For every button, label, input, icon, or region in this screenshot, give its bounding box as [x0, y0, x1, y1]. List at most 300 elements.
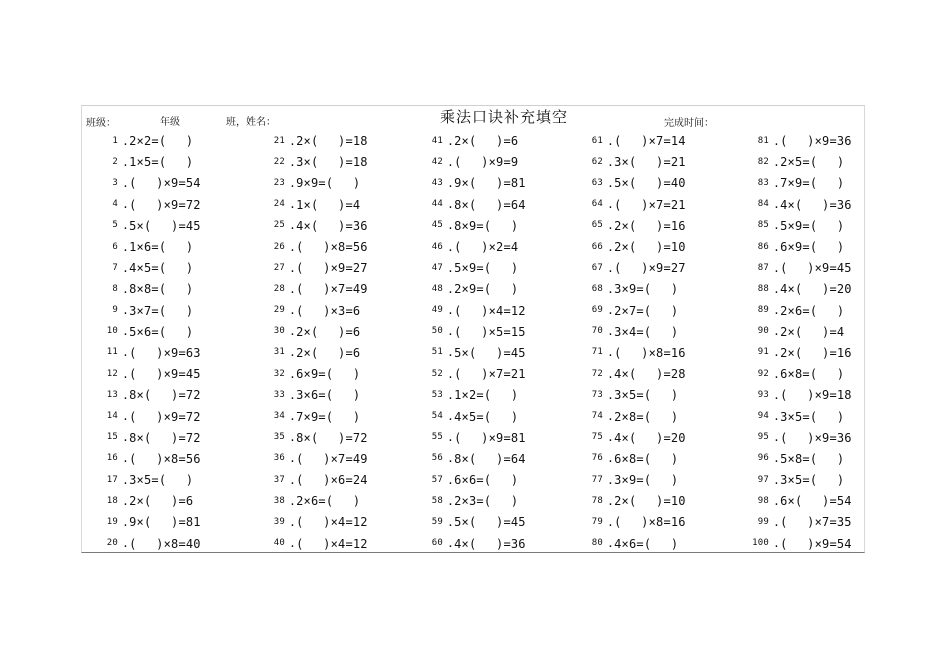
question-number: 59	[431, 516, 443, 527]
question-item[interactable]	[249, 257, 407, 278]
question-number: 67	[591, 262, 603, 273]
question-separator: .	[289, 324, 297, 339]
question-number: 52	[431, 368, 443, 379]
question-item[interactable]	[407, 384, 567, 405]
question-separator: .	[773, 175, 781, 190]
question-expression: 5×9=( )	[454, 261, 519, 276]
question-number: 79	[591, 516, 603, 527]
question-number: 100	[752, 538, 769, 549]
question-item[interactable]	[407, 363, 567, 384]
question-expression: 3×9=( )	[614, 473, 679, 488]
question-item[interactable]	[82, 427, 249, 448]
question-item[interactable]	[567, 363, 733, 384]
question-number: 49	[431, 305, 443, 316]
question-number: 6	[112, 241, 118, 252]
question-expression: ( )×9=27	[614, 261, 686, 276]
question-expression: ( )×9=72	[129, 409, 201, 424]
question-separator: .	[289, 493, 297, 508]
question-number: 25	[273, 220, 285, 231]
question-item[interactable]	[249, 384, 407, 405]
question-item[interactable]	[407, 448, 567, 469]
question-expression: ( )×9=9	[454, 155, 519, 170]
question-separator: .	[289, 197, 297, 212]
question-item[interactable]	[733, 363, 866, 384]
question-item[interactable]	[733, 405, 866, 426]
question-number: 69	[591, 305, 603, 316]
question-item[interactable]	[249, 321, 407, 342]
question-number: 3	[112, 177, 118, 188]
question-separator: .	[607, 366, 615, 381]
question-item[interactable]	[567, 278, 733, 299]
question-item[interactable]	[82, 130, 249, 151]
question-number: 18	[106, 495, 118, 506]
worksheet	[81, 105, 865, 553]
question-number: 22	[273, 156, 285, 167]
question-item[interactable]	[82, 215, 249, 236]
question-separator: .	[122, 197, 130, 212]
question-number: 28	[273, 283, 285, 294]
question-item[interactable]	[733, 342, 866, 363]
question-number: 64	[591, 199, 603, 210]
question-separator: .	[122, 387, 130, 402]
question-separator: .	[289, 536, 297, 551]
question-number: 51	[431, 347, 443, 358]
question-item[interactable]	[567, 300, 733, 321]
question-separator: .	[773, 514, 781, 529]
question-expression: ( )×7=21	[614, 197, 686, 212]
question-number: 44	[431, 199, 443, 210]
question-item[interactable]	[407, 427, 567, 448]
question-item[interactable]	[82, 278, 249, 299]
question-separator: .	[607, 387, 615, 402]
question-separator: .	[447, 154, 455, 169]
question-item[interactable]	[82, 342, 249, 363]
question-separator: .	[447, 409, 455, 424]
question-separator: .	[447, 345, 455, 360]
question-item[interactable]	[249, 511, 407, 532]
question-number: 90	[757, 326, 769, 337]
question-item[interactable]	[567, 257, 733, 278]
question-expression: 3×5=( )	[780, 409, 845, 424]
question-separator: .	[122, 218, 130, 233]
question-item[interactable]	[733, 427, 866, 448]
question-item[interactable]	[567, 151, 733, 172]
question-item[interactable]	[249, 490, 407, 511]
question-item[interactable]	[567, 194, 733, 215]
question-number: 93	[757, 389, 769, 400]
question-separator: .	[607, 451, 615, 466]
question-item[interactable]	[733, 469, 866, 490]
question-expression: 2×9=( )	[454, 282, 519, 297]
question-item[interactable]	[407, 236, 567, 257]
question-item[interactable]	[567, 511, 733, 532]
question-number: 99	[757, 516, 769, 527]
question-separator: .	[447, 451, 455, 466]
question-item[interactable]	[567, 321, 733, 342]
question-separator: .	[289, 514, 297, 529]
question-expression: ( )×8=16	[614, 345, 686, 360]
question-number: 9	[112, 305, 118, 316]
question-item[interactable]	[567, 172, 733, 193]
question-item[interactable]	[733, 511, 866, 532]
question-item[interactable]	[249, 427, 407, 448]
question-item[interactable]	[733, 257, 866, 278]
question-item[interactable]	[407, 490, 567, 511]
question-item[interactable]	[733, 321, 866, 342]
question-expression: 3×4=( )	[614, 324, 679, 339]
question-expression: 5×( )=40	[614, 176, 686, 191]
question-separator: .	[447, 366, 455, 381]
question-number: 42	[431, 156, 443, 167]
question-item[interactable]	[82, 490, 249, 511]
question-separator: .	[122, 493, 130, 508]
question-number: 31	[273, 347, 285, 358]
question-item[interactable]	[82, 363, 249, 384]
question-expression: 4×6=( )	[614, 536, 679, 551]
question-separator: .	[773, 197, 781, 212]
question-expression: ( )×7=14	[614, 134, 686, 149]
question-expression: 3×6=( )	[296, 388, 361, 403]
question-item[interactable]	[733, 151, 866, 172]
question-number: 98	[757, 495, 769, 506]
question-separator: .	[289, 387, 297, 402]
question-item[interactable]	[733, 533, 866, 554]
question-separator: .	[289, 239, 297, 254]
question-item[interactable]	[567, 533, 733, 554]
question-expression: 5×( )=45	[454, 345, 526, 360]
question-item[interactable]	[249, 194, 407, 215]
question-separator: .	[289, 366, 297, 381]
question-expression: 2×( )=4	[780, 324, 845, 339]
question-expression: 6×6=( )	[454, 473, 519, 488]
question-item[interactable]	[82, 448, 249, 469]
question-number: 21	[273, 135, 285, 146]
question-item[interactable]	[82, 257, 249, 278]
question-expression: 8×9=( )	[454, 218, 519, 233]
question-number: 60	[431, 538, 443, 549]
question-item[interactable]	[407, 278, 567, 299]
question-expression: 2×6=( )	[296, 494, 361, 509]
question-item[interactable]	[82, 194, 249, 215]
worksheet-header	[82, 106, 866, 130]
question-number: 75	[591, 432, 603, 443]
question-item[interactable]	[733, 130, 866, 151]
question-expression: 7×9=( )	[296, 409, 361, 424]
question-number: 87	[757, 262, 769, 273]
question-separator: .	[289, 175, 297, 190]
question-item[interactable]	[407, 511, 567, 532]
question-item[interactable]	[407, 172, 567, 193]
question-item[interactable]	[407, 342, 567, 363]
question-separator: .	[122, 536, 130, 551]
completion-time-label: 完成时间：	[664, 118, 714, 129]
question-item[interactable]	[567, 490, 733, 511]
question-item[interactable]	[82, 172, 249, 193]
question-item[interactable]	[733, 278, 866, 299]
question-item[interactable]	[82, 533, 249, 554]
question-separator: .	[607, 281, 615, 296]
question-number: 55	[431, 432, 443, 443]
question-expression: ( )×6=24	[296, 473, 368, 488]
question-expression: ( )×9=45	[780, 261, 852, 276]
question-number: 12	[106, 368, 118, 379]
question-number: 86	[757, 241, 769, 252]
question-separator: .	[122, 281, 130, 296]
question-separator: .	[122, 154, 130, 169]
question-number: 88	[757, 283, 769, 294]
question-item[interactable]	[249, 130, 407, 151]
question-item[interactable]	[567, 405, 733, 426]
question-separator: .	[607, 133, 615, 148]
question-item[interactable]	[82, 469, 249, 490]
question-number: 48	[431, 283, 443, 294]
question-separator: .	[447, 197, 455, 212]
question-item[interactable]	[567, 427, 733, 448]
question-number: 70	[591, 326, 603, 337]
question-number: 95	[757, 432, 769, 443]
question-item[interactable]	[249, 215, 407, 236]
question-separator: .	[773, 154, 781, 169]
question-expression: ( )×2=4	[454, 240, 519, 255]
question-expression: 3×( )=21	[614, 155, 686, 170]
question-item[interactable]	[567, 130, 733, 151]
question-number: 97	[757, 474, 769, 485]
question-number: 56	[431, 453, 443, 464]
question-item[interactable]	[82, 151, 249, 172]
question-expression: 6×( )=54	[780, 494, 852, 509]
question-separator: .	[607, 260, 615, 275]
question-number: 33	[273, 389, 285, 400]
question-separator: .	[122, 345, 130, 360]
question-expression: 6×9=( )	[780, 240, 845, 255]
question-number: 71	[591, 347, 603, 358]
question-item[interactable]	[567, 469, 733, 490]
question-number: 81	[757, 135, 769, 146]
question-separator: .	[773, 409, 781, 424]
question-number: 61	[591, 135, 603, 146]
question-expression: 4×5=( )	[129, 261, 194, 276]
question-item[interactable]	[407, 257, 567, 278]
question-item[interactable]	[733, 236, 866, 257]
question-expression: 4×( )=36	[780, 197, 852, 212]
question-item[interactable]	[249, 278, 407, 299]
question-separator: .	[607, 175, 615, 190]
question-separator: .	[289, 133, 297, 148]
question-separator: .	[289, 260, 297, 275]
question-item[interactable]	[249, 405, 407, 426]
question-separator: .	[607, 218, 615, 233]
question-separator: .	[773, 387, 781, 402]
question-separator: .	[289, 218, 297, 233]
question-separator: .	[289, 154, 297, 169]
question-separator: .	[122, 472, 130, 487]
question-item[interactable]	[82, 300, 249, 321]
question-expression: ( )×8=16	[614, 515, 686, 530]
question-item[interactable]	[733, 172, 866, 193]
question-expression: 3×9=( )	[614, 282, 679, 297]
question-separator: .	[447, 324, 455, 339]
question-number: 45	[431, 220, 443, 231]
grade-label: 年级	[160, 117, 180, 128]
question-number: 83	[757, 177, 769, 188]
question-expression: 4×( )=28	[614, 367, 686, 382]
question-number: 23	[273, 177, 285, 188]
question-separator: .	[773, 239, 781, 254]
question-item[interactable]	[82, 321, 249, 342]
question-item[interactable]	[249, 363, 407, 384]
question-item[interactable]	[249, 469, 407, 490]
question-expression: 3×7=( )	[129, 303, 194, 318]
question-separator: .	[773, 260, 781, 275]
question-separator: .	[447, 175, 455, 190]
question-number: 40	[273, 538, 285, 549]
question-separator: .	[122, 239, 130, 254]
question-separator: .	[447, 493, 455, 508]
question-separator: .	[289, 451, 297, 466]
question-expression: 2×( )=16	[614, 218, 686, 233]
question-separator: .	[773, 493, 781, 508]
question-number: 29	[273, 305, 285, 316]
question-item[interactable]	[407, 405, 567, 426]
question-separator: .	[607, 430, 615, 445]
question-separator: .	[289, 303, 297, 318]
question-item[interactable]	[407, 215, 567, 236]
question-item[interactable]	[249, 342, 407, 363]
question-item[interactable]	[567, 342, 733, 363]
question-expression: 3×5=( )	[614, 388, 679, 403]
question-number: 36	[273, 453, 285, 464]
question-separator: .	[607, 409, 615, 424]
question-number: 19	[106, 516, 118, 527]
question-item[interactable]	[567, 236, 733, 257]
question-item[interactable]	[407, 151, 567, 172]
question-item[interactable]	[407, 300, 567, 321]
question-item[interactable]	[407, 469, 567, 490]
question-item[interactable]	[249, 172, 407, 193]
question-item[interactable]	[249, 448, 407, 469]
question-number: 94	[757, 411, 769, 422]
question-separator: .	[122, 175, 130, 190]
question-number: 8	[112, 283, 118, 294]
name-label: 班，姓名：	[226, 117, 276, 128]
question-item[interactable]	[407, 321, 567, 342]
question-separator: .	[122, 303, 130, 318]
question-number: 58	[431, 495, 443, 506]
question-expression: 8×( )=64	[454, 451, 526, 466]
question-number: 24	[273, 199, 285, 210]
question-item[interactable]	[407, 533, 567, 554]
question-expression: 2×( )=18	[296, 134, 368, 149]
question-number: 66	[591, 241, 603, 252]
question-item[interactable]	[82, 384, 249, 405]
question-item[interactable]	[82, 405, 249, 426]
question-separator: .	[447, 218, 455, 233]
question-expression: 2×( )=6	[296, 345, 361, 360]
question-expression: ( )×9=63	[129, 345, 201, 360]
question-separator: .	[773, 281, 781, 296]
question-separator: .	[289, 472, 297, 487]
question-item[interactable]	[249, 236, 407, 257]
question-grid	[82, 130, 866, 554]
question-separator: .	[773, 430, 781, 445]
question-expression: 2×3=( )	[454, 494, 519, 509]
question-expression: ( )×9=81	[454, 430, 526, 445]
question-item[interactable]	[249, 533, 407, 554]
question-item[interactable]	[733, 490, 866, 511]
question-separator: .	[773, 366, 781, 381]
question-expression: ( )×9=36	[780, 430, 852, 445]
question-expression: 4×5=( )	[454, 409, 519, 424]
question-expression: ( )×4=12	[454, 303, 526, 318]
question-item[interactable]	[733, 194, 866, 215]
question-number: 14	[106, 411, 118, 422]
question-number: 53	[431, 389, 443, 400]
question-number: 68	[591, 283, 603, 294]
question-expression: 8×( )=64	[454, 197, 526, 212]
question-expression: 5×8=( )	[780, 451, 845, 466]
question-number: 50	[431, 326, 443, 337]
question-number: 85	[757, 220, 769, 231]
question-expression: ( )×8=56	[296, 240, 368, 255]
question-expression: 2×( )=10	[614, 240, 686, 255]
question-expression: 2×7=( )	[614, 303, 679, 318]
question-separator: .	[607, 514, 615, 529]
question-separator: .	[122, 409, 130, 424]
question-item[interactable]	[567, 215, 733, 236]
question-expression: 2×( )=6	[129, 494, 194, 509]
question-item[interactable]	[407, 130, 567, 151]
question-separator: .	[773, 133, 781, 148]
question-expression: 1×( )=4	[296, 197, 361, 212]
question-separator: .	[773, 324, 781, 339]
question-item[interactable]	[82, 236, 249, 257]
question-expression: ( )×9=27	[296, 261, 368, 276]
question-expression: 4×( )=36	[296, 218, 368, 233]
question-number: 80	[591, 538, 603, 549]
question-item[interactable]	[567, 384, 733, 405]
question-number: 46	[431, 241, 443, 252]
question-separator: .	[447, 133, 455, 148]
question-item[interactable]	[82, 511, 249, 532]
question-expression: 3×5=( )	[780, 473, 845, 488]
question-separator: .	[289, 430, 297, 445]
question-number: 17	[106, 474, 118, 485]
question-expression: ( )×9=36	[780, 134, 852, 149]
question-number: 43	[431, 177, 443, 188]
question-separator: .	[447, 281, 455, 296]
question-item[interactable]	[249, 151, 407, 172]
question-expression: 8×( )=72	[296, 430, 368, 445]
question-separator: .	[122, 260, 130, 275]
question-number: 15	[106, 432, 118, 443]
question-item[interactable]	[733, 300, 866, 321]
question-expression: 8×( )=72	[129, 430, 201, 445]
question-item[interactable]	[733, 384, 866, 405]
question-number: 57	[431, 474, 443, 485]
question-item[interactable]	[249, 300, 407, 321]
question-item[interactable]	[733, 215, 866, 236]
question-number: 38	[273, 495, 285, 506]
question-number: 26	[273, 241, 285, 252]
question-number: 65	[591, 220, 603, 231]
question-separator: .	[607, 324, 615, 339]
question-item[interactable]	[407, 194, 567, 215]
question-expression: 6×8=( )	[614, 451, 679, 466]
question-item[interactable]	[733, 448, 866, 469]
question-separator: .	[607, 472, 615, 487]
question-expression: 7×9=( )	[780, 176, 845, 191]
question-item[interactable]	[567, 448, 733, 469]
